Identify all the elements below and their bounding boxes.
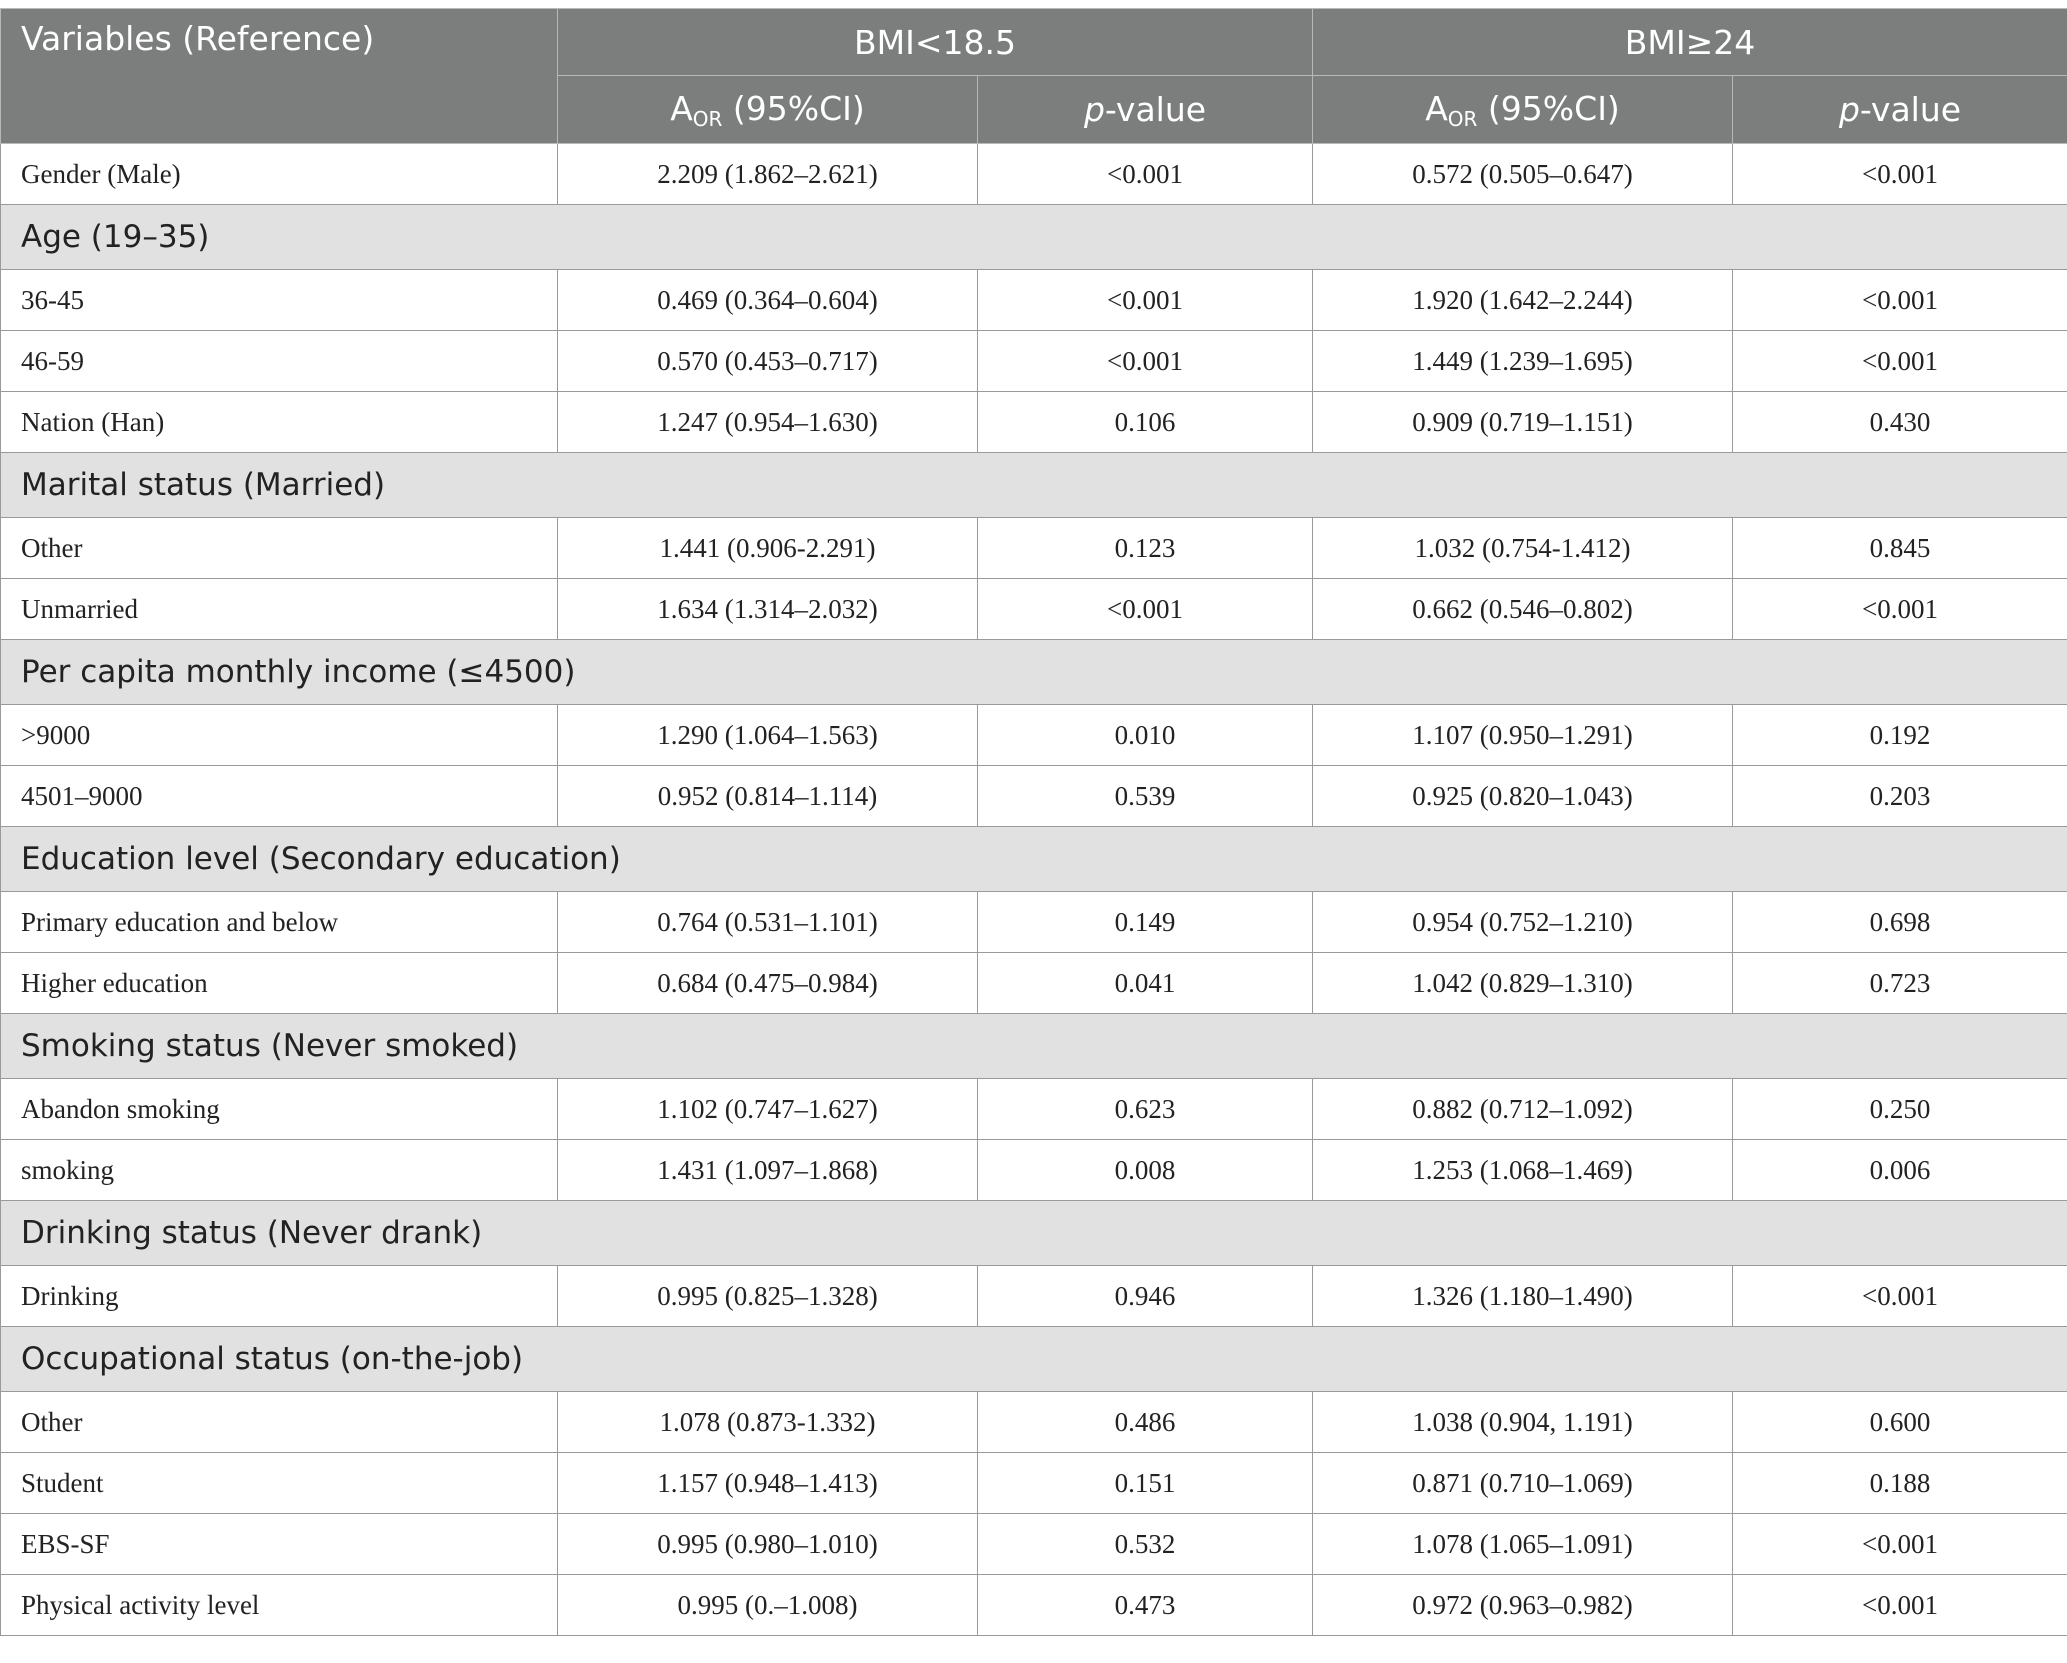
p-value-cell: 0.008: [978, 1140, 1313, 1201]
header-group-bmi-under: BMI<18.5: [558, 9, 1313, 76]
row-label: Unmarried: [1, 579, 558, 640]
aor-cell: 1.634 (1.314–2.032): [558, 579, 978, 640]
category-row: [1, 1327, 2067, 1392]
p-value-cell: 0.123: [978, 518, 1313, 579]
p-value-cell: <0.001: [1733, 144, 2067, 205]
aor-cell: 1.157 (0.948–1.413): [558, 1453, 978, 1514]
p-value-cell: 0.106: [978, 392, 1313, 453]
p-value-cell: 0.473: [978, 1575, 1313, 1636]
table-row: [1, 766, 2067, 827]
table-row: [1, 1453, 2067, 1514]
p-value-cell: <0.001: [1733, 1575, 2067, 1636]
p-value-cell: 0.188: [1733, 1453, 2067, 1514]
p-value-cell: <0.001: [1733, 1514, 2067, 1575]
category-label: Drinking status (Never drank): [1, 1201, 2067, 1266]
header-p-value: p-value: [1733, 76, 2067, 144]
category-label: Smoking status (Never smoked): [1, 1014, 2067, 1079]
table-row: [1, 705, 2067, 766]
aor-cell: 0.570 (0.453–0.717): [558, 331, 978, 392]
row-label: >9000: [1, 705, 558, 766]
category-label: Occupational status (on-the-job): [1, 1327, 2067, 1392]
aor-cell: 1.107 (0.950–1.291): [1313, 705, 1733, 766]
row-label: Student: [1, 1453, 558, 1514]
aor-cell: 0.995 (0.825–1.328): [558, 1266, 978, 1327]
aor-cell: 0.909 (0.719–1.151): [1313, 392, 1733, 453]
category-row: [1, 827, 2067, 892]
row-label: Abandon smoking: [1, 1079, 558, 1140]
header-aor: $A_{OR}$ (95%CI): [558, 76, 978, 144]
aor-cell: 2.209 (1.862–2.621): [558, 144, 978, 205]
p-value-cell: 0.149: [978, 892, 1313, 953]
table-header: [1, 9, 2067, 144]
table-row: [1, 270, 2067, 331]
table-row: [1, 144, 2067, 205]
category-label: Per capita monthly income (≤4500): [1, 640, 2067, 705]
aor-cell: 1.038 (0.904, 1.191): [1313, 1392, 1733, 1453]
header-variables: Variables (Reference): [1, 9, 558, 144]
table-row: [1, 953, 2067, 1014]
aor-cell: 1.920 (1.642–2.244): [1313, 270, 1733, 331]
table-row: [1, 1266, 2067, 1327]
p-value-cell: 0.532: [978, 1514, 1313, 1575]
p-value-cell: 0.203: [1733, 766, 2067, 827]
row-label: 46-59: [1, 331, 558, 392]
category-row: [1, 1201, 2067, 1266]
p-value-cell: 0.845: [1733, 518, 2067, 579]
table-body: [1, 144, 2067, 1636]
header-p-value: p-value: [978, 76, 1313, 144]
category-row: [1, 453, 2067, 518]
aor-cell: 1.042 (0.829–1.310): [1313, 953, 1733, 1014]
p-value-cell: 0.192: [1733, 705, 2067, 766]
row-label: Gender (Male): [1, 144, 558, 205]
aor-cell: 0.882 (0.712–1.092): [1313, 1079, 1733, 1140]
header-group-bmi-over: BMI≥24: [1313, 9, 2067, 76]
aor-cell: 1.253 (1.068–1.469): [1313, 1140, 1733, 1201]
p-value-cell: 0.698: [1733, 892, 2067, 953]
category-row: [1, 205, 2067, 270]
p-value-cell: 0.600: [1733, 1392, 2067, 1453]
p-value-cell: <0.001: [978, 144, 1313, 205]
aor-cell: 1.449 (1.239–1.695): [1313, 331, 1733, 392]
aor-cell: 1.290 (1.064–1.563): [558, 705, 978, 766]
aor-cell: 1.431 (1.097–1.868): [558, 1140, 978, 1201]
p-value-cell: <0.001: [978, 579, 1313, 640]
category-row: [1, 640, 2067, 705]
row-label: Higher education: [1, 953, 558, 1014]
table-row: [1, 1140, 2067, 1201]
p-value-cell: <0.001: [1733, 579, 2067, 640]
aor-cell: 0.662 (0.546–0.802): [1313, 579, 1733, 640]
p-value-cell: 0.041: [978, 953, 1313, 1014]
aor-cell: 1.247 (0.954–1.630): [558, 392, 978, 453]
row-label: smoking: [1, 1140, 558, 1201]
aor-cell: 0.469 (0.364–0.604): [558, 270, 978, 331]
p-value-cell: 0.946: [978, 1266, 1313, 1327]
p-value-cell: 0.250: [1733, 1079, 2067, 1140]
aor-cell: 1.078 (0.873-1.332): [558, 1392, 978, 1453]
table-row: [1, 1514, 2067, 1575]
table-row: [1, 518, 2067, 579]
p-value-cell: 0.486: [978, 1392, 1313, 1453]
aor-cell: 0.684 (0.475–0.984): [558, 953, 978, 1014]
p-value-cell: 0.006: [1733, 1140, 2067, 1201]
p-value-cell: 0.010: [978, 705, 1313, 766]
category-label: Age (19–35): [1, 205, 2067, 270]
header-row-groups: [1, 9, 2067, 76]
aor-cell: 1.102 (0.747–1.627): [558, 1079, 978, 1140]
table-row: [1, 331, 2067, 392]
p-value-cell: <0.001: [978, 331, 1313, 392]
row-label: Other: [1, 1392, 558, 1453]
p-value-cell: 0.539: [978, 766, 1313, 827]
aor-cell: 0.952 (0.814–1.114): [558, 766, 978, 827]
aor-cell: 1.078 (1.065–1.091): [1313, 1514, 1733, 1575]
p-value-cell: 0.723: [1733, 953, 2067, 1014]
category-row: [1, 1014, 2067, 1079]
row-label: 4501–9000: [1, 766, 558, 827]
row-label: Nation (Han): [1, 392, 558, 453]
aor-cell: 0.572 (0.505–0.647): [1313, 144, 1733, 205]
category-label: Education level (Secondary education): [1, 827, 2067, 892]
aor-cell: 0.925 (0.820–1.043): [1313, 766, 1733, 827]
aor-cell: 0.995 (0.980–1.010): [558, 1514, 978, 1575]
aor-cell: 0.954 (0.752–1.210): [1313, 892, 1733, 953]
aor-cell: 0.972 (0.963–0.982): [1313, 1575, 1733, 1636]
p-value-cell: 0.151: [978, 1453, 1313, 1514]
aor-cell: 1.032 (0.754-1.412): [1313, 518, 1733, 579]
row-label: 36-45: [1, 270, 558, 331]
aor-cell: 1.441 (0.906-2.291): [558, 518, 978, 579]
aor-cell: 0.995 (0.–1.008): [558, 1575, 978, 1636]
aor-cell: 0.871 (0.710–1.069): [1313, 1453, 1733, 1514]
p-value-cell: <0.001: [978, 270, 1313, 331]
row-label: Drinking: [1, 1266, 558, 1327]
p-value-cell: 0.623: [978, 1079, 1313, 1140]
row-label: Other: [1, 518, 558, 579]
table-row: [1, 1575, 2067, 1636]
header-aor: $A_{OR}$ (95%CI): [1313, 76, 1733, 144]
p-value-cell: 0.430: [1733, 392, 2067, 453]
category-label: Marital status (Married): [1, 453, 2067, 518]
table-row: [1, 892, 2067, 953]
table-row: [1, 579, 2067, 640]
table-row: [1, 392, 2067, 453]
aor-cell: 0.764 (0.531–1.101): [558, 892, 978, 953]
row-label: Primary education and below: [1, 892, 558, 953]
row-label: Physical activity level: [1, 1575, 558, 1636]
table-row: [1, 1392, 2067, 1453]
p-value-cell: <0.001: [1733, 270, 2067, 331]
results-table-container: [0, 8, 2067, 1636]
aor-cell: 1.326 (1.180–1.490): [1313, 1266, 1733, 1327]
p-value-cell: <0.001: [1733, 1266, 2067, 1327]
table-row: [1, 1079, 2067, 1140]
results-table: [0, 8, 2067, 1636]
row-label: EBS-SF: [1, 1514, 558, 1575]
p-value-cell: <0.001: [1733, 331, 2067, 392]
